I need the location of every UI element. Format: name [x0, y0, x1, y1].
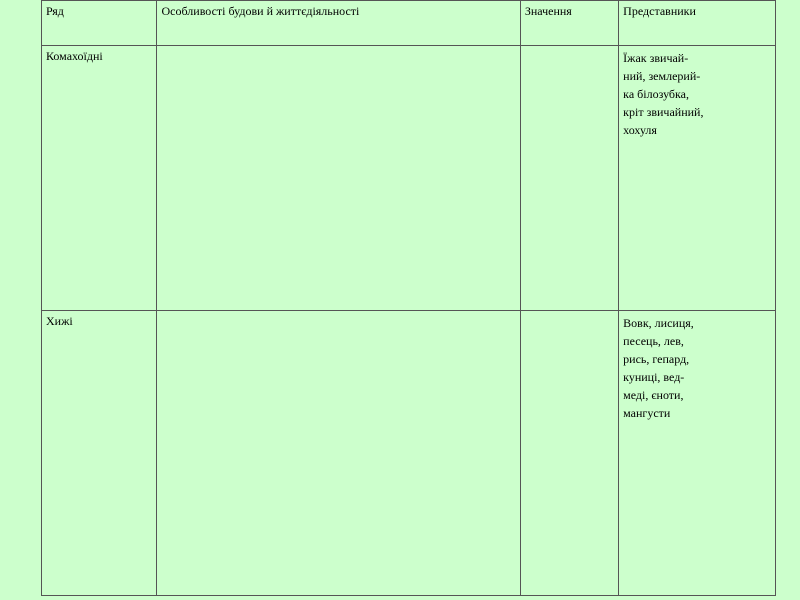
- significance-cell: [520, 311, 618, 596]
- order-name: Хижі: [42, 311, 157, 596]
- table-row: [42, 46, 776, 311]
- features-cell: [157, 46, 520, 311]
- order-name: Комахоїдні: [42, 46, 157, 311]
- species-line: кріт звичайний,: [623, 105, 704, 119]
- species-line: хохуля: [623, 123, 657, 137]
- features-cell: [157, 311, 520, 596]
- table-row: [42, 311, 776, 596]
- species-line: песець, лев,: [623, 334, 684, 348]
- species-line: Їжак звичай-: [623, 51, 689, 65]
- header-representatives: Представники: [619, 1, 776, 46]
- species-line: Вовк, лисиця,: [623, 316, 694, 330]
- species-line: куниці, вед-: [623, 370, 685, 384]
- header-order: Ряд: [42, 1, 157, 46]
- species-line: ний, землерий-: [623, 69, 701, 83]
- header-features: Особливості будови й життєдіяльності: [157, 1, 520, 46]
- species-line: рись, гепард,: [623, 352, 690, 366]
- representatives-cell: [619, 46, 776, 311]
- species-line: мангусти: [623, 406, 671, 420]
- header-significance: Значення: [520, 1, 618, 46]
- representatives-cell: [619, 311, 776, 596]
- order-table: [41, 0, 776, 596]
- species-line: ка білозубка,: [623, 87, 689, 101]
- significance-cell: [520, 46, 618, 311]
- species-line: меді, єноти,: [623, 388, 684, 402]
- header-row: [42, 1, 776, 46]
